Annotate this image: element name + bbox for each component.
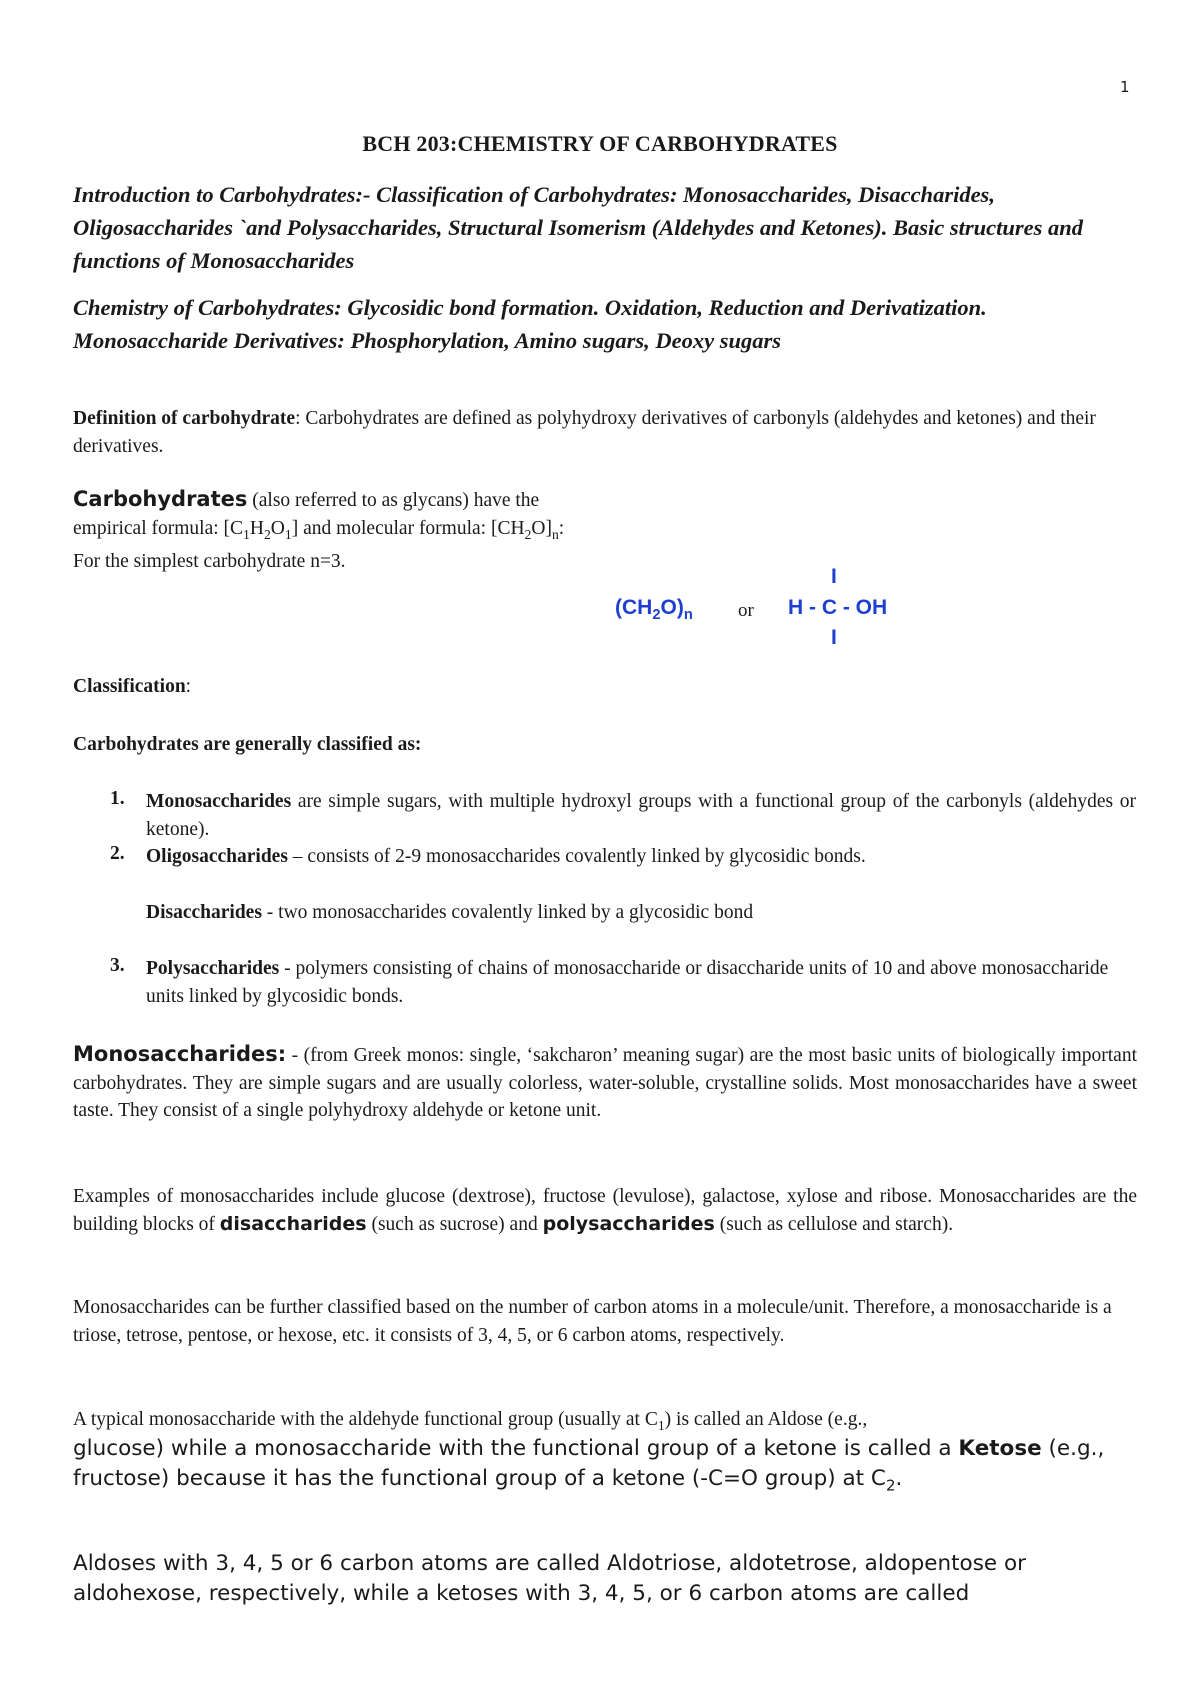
carbohydrates-term: Carbohydrates: [73, 487, 248, 511]
definition-paragraph: [73, 405, 1137, 460]
bond-bottom: I: [831, 626, 837, 649]
definition-text: : Carbohydrates are defined as polyhydroxy derivatives of carbonyls (aldehydes and ketones) and their derivatives.: [73, 408, 1096, 457]
hydroxy-carbon-group: H - C - OH: [788, 596, 888, 619]
bond-top: I: [831, 565, 837, 588]
carbon-atoms-paragraph: Monosaccharides can be further classified based on the number of carbon atoms in a molecule/unit. Therefore, a monosaccharide is a triose, tetrose, pentose, or hexose, etc. it consists of 3, 4, 5, or 6 carbon atoms, respectively.: [73, 1297, 1112, 1346]
formula-paragraph: Carbohydrates (also referred to as glycans) have the empirical formula: $[C_1H_2O_1]$ and molecular formula: $[CH_2O]_n$: For the simplest carbohydrate n=3.: [73, 487, 565, 572]
classification-label: Classification:: [73, 676, 192, 697]
list-item-oligosaccharides: Oligosaccharides – consists of 2-9 monosaccharides covalently linked by glycosidic bonds.: [146, 846, 866, 867]
examples-paragraph: Examples of monosaccharides include glucose (dextrose), fructose (levulose), galactose, xylose and ribose. Monosaccharides are the building blocks of disaccharides (such as sucrose) and polysaccharides (such as cellulose and starch).: [73, 1186, 1137, 1235]
or-label: or: [738, 600, 754, 621]
definition-term: Definition of carbohydrate: [73, 408, 296, 429]
list-item-monosaccharides: Monosaccharides are simple sugars, with multiple hydroxyl groups with a functional group of the carbonyls (aldehydes or ketone).: [146, 791, 1136, 840]
document-title: BCH 203:CHEMISTRY OF CARBOHYDRATES: [362, 131, 838, 156]
list-item-polysaccharides: Polysaccharides - polymers consisting of chains of monosaccharide or disaccharide units of 10 and above monosaccharide units linked by glycosidic bonds.: [146, 958, 1109, 1007]
page-number: 1: [1120, 78, 1130, 96]
monosaccharides-term: Monosaccharides:: [73, 1042, 287, 1066]
intro-paragraph-1: Introduction to Carbohydrates:- Classification of Carbohydrates: Monosaccharides, Disaccharides, Oligosaccharides `and Polysaccharides, Structural Isomerism (Aldehydes and Ketones). Basic structures and functions of Monosaccharides: [73, 182, 1084, 273]
list-number-2: 2.: [110, 843, 125, 864]
ketose-paragraph: glucose) while a monosaccharide with the functional group of a ketone is called a Ketose (e.g., fructose) because it has the functional group of a ketone (-C=O group) at $C_2$.: [73, 1436, 1105, 1495]
aldose-paragraph: A typical monosaccharide with the aldehyde functional group (usually at $C_1$) is called an Aldose (e.g.,: [73, 1409, 868, 1433]
list-item-disaccharides: Disaccharides - two monosaccharides covalently linked by a glycosidic bond: [146, 902, 754, 923]
empirical-formula: $(CH_2O)_n$: [615, 596, 693, 624]
monosaccharides-paragraph: Monosaccharides: - (from Greek monos: single, ‘sakcharon’ meaning sugar) are the most basic units of biologically important carbohydrates. They are simple sugars and are usually colorless, water-soluble, crystalline solids. Most monosaccharides have a sweet taste. They consist of a single polyhydroxy aldehyde or ketone unit.: [73, 1042, 1137, 1121]
list-number-3: 3.: [110, 955, 125, 976]
list-number-1: 1.: [110, 788, 125, 809]
aldoses-paragraph: Aldoses with 3, 4, 5 or 6 carbon atoms are called Aldotriose, aldotetrose, aldopentose or aldohexose, respectively, while a ketoses with 3, 4, 5, or 6 carbon atoms are called: [73, 1551, 1026, 1606]
classified-as-heading: Carbohydrates are generally classified as:: [73, 734, 422, 755]
intro-paragraph-2: Chemistry of Carbohydrates: Glycosidic bond formation. Oxidation, Reduction and Derivatization. Monosaccharide Derivatives: Phosphorylation, Amino sugars, Deoxy sugars: [73, 295, 987, 353]
